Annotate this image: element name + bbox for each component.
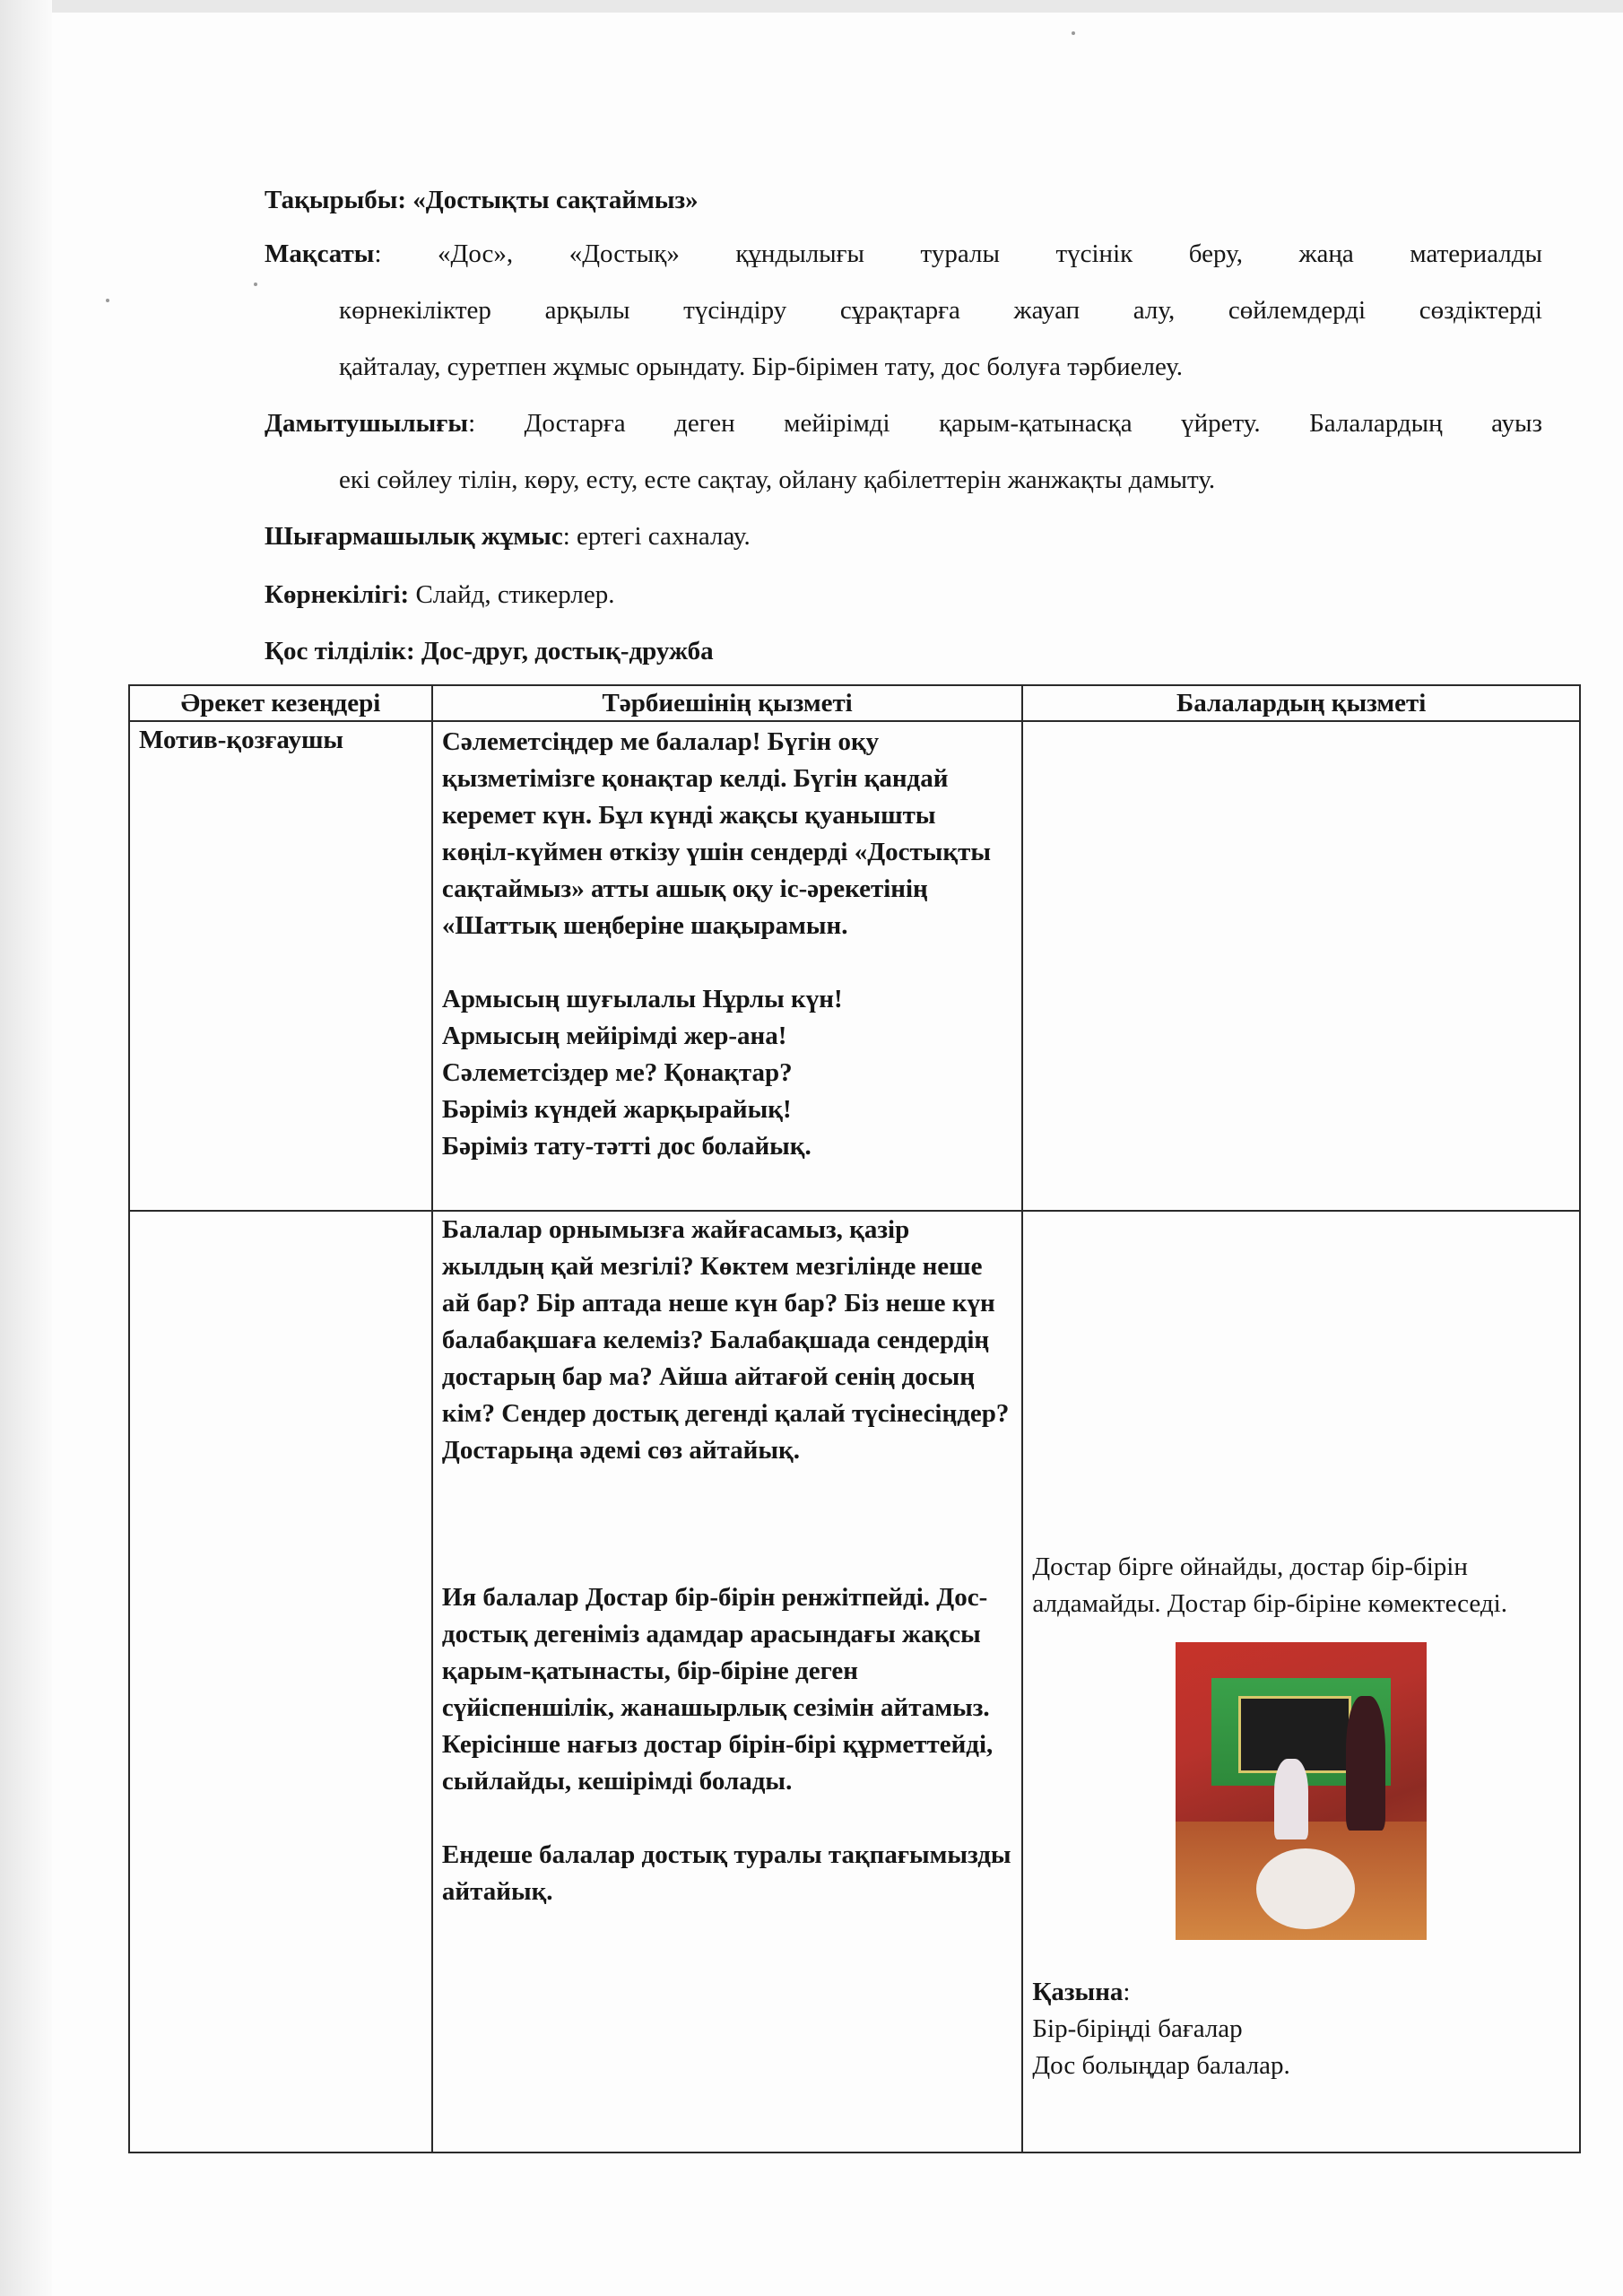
children-cell-2 bbox=[1022, 1211, 1580, 2152]
child-reply bbox=[1032, 1974, 1570, 2011]
visual-value: Слайд, стикерлер. bbox=[409, 580, 615, 609]
visual-line bbox=[265, 577, 614, 613]
classroom-photo bbox=[1176, 1642, 1427, 1940]
poem-line: Армысың мейірімді жер-ана! bbox=[441, 1022, 787, 1050]
topic-line bbox=[265, 182, 699, 218]
goal-line-2 bbox=[339, 292, 1542, 328]
goal-line-3 bbox=[339, 349, 1183, 385]
lesson-plan-table bbox=[128, 684, 1581, 2153]
header-children: Балалардың қызметі bbox=[1022, 685, 1580, 721]
goal-line-1 bbox=[265, 236, 1542, 272]
table-row bbox=[129, 721, 1580, 1211]
teacher-cell-2 bbox=[432, 1211, 1022, 2152]
creative-value: : ертегі сахналау. bbox=[562, 522, 751, 551]
child-name-colon: : bbox=[1123, 1978, 1131, 2006]
teacher-poem-intro: Ендеше балалар достық туралы тақпағымызды айтайық. bbox=[441, 1840, 1011, 1906]
poem-line: Бәріміз күндей жарқырайық! bbox=[441, 1095, 792, 1124]
header-stages: Әрекет кезеңдері bbox=[129, 685, 432, 721]
visual-label: Көрнекілігі: bbox=[265, 580, 410, 609]
children-cell-1 bbox=[1022, 721, 1580, 1211]
creative-line bbox=[265, 518, 751, 554]
bilingual-label: Қос тілділік: bbox=[265, 637, 415, 665]
child-poem-line: Дос болыңдар балалар. bbox=[1032, 2051, 1290, 2080]
stage-cell-empty bbox=[129, 1211, 432, 2152]
topic-label: Тақырыбы bbox=[265, 186, 398, 214]
goal-text-1: : «Дос», «Достық» құндылығы туралы түсінік беру, жаңа материалды bbox=[374, 239, 1542, 268]
scan-left-edge bbox=[0, 0, 52, 2296]
teacher-explanation: Ия балалар Достар бір-бірін ренжітпейді. Дос-достық дегеніміз адамдар арасындағы жақсы қарым-қатынасты, бір-біріне деген сүйіспеншілік, жанашырлық сезімін айтамыз. Керісінше нағыз достар бірін-бірі құрметтейді, сыйлайды, кешірімді болады. bbox=[441, 1583, 994, 1796]
goal-text-3: қайталау, суретпен жұмыс орындату. Бір-бірімен тату, дос болуға тәрбиелеу. bbox=[339, 352, 1183, 381]
goal-label: Мақсаты bbox=[265, 239, 375, 268]
teacher-questions: Балалар орнымызға жайғасамыз, қазір жылдың қай мезгілі? Көктем мезгілінде неше ай бар? Бір аптада неше күн бар? Біз неше күн балабақшаға келеміз? Балабақшада сендердің достарың бар ма? Айша айтағой сенің досың кім? Сендер достық дегенді қалай түсінесіңдер? Достарыңа әдемі сөз айтайық. bbox=[441, 1215, 1010, 1465]
develop-text-1: : Достарға деген мейірімді қарым-қатынасқа үйрету. Балалардың ауыз bbox=[468, 409, 1542, 438]
scan-speck bbox=[106, 299, 109, 302]
table-row bbox=[129, 1211, 1580, 2152]
children-answer: Достар бірге ойнайды, достар бір-бірін алдамайды. Достар бір-біріне көмектеседі. bbox=[1032, 1552, 1507, 1618]
topic-value: : «Достықты сақтаймыз» bbox=[397, 186, 699, 214]
bilingual-line bbox=[265, 633, 714, 669]
child-name: Қазына bbox=[1032, 1978, 1124, 2006]
develop-text-2: екі сөйлеу тілін, көру, есту, есте сақтау, ойлану қабілеттерін жанжақты дамыту. bbox=[339, 465, 1216, 494]
scan-top-edge bbox=[0, 0, 1623, 13]
child-poem-line: Бір-біріңді бағалар bbox=[1032, 2014, 1243, 2043]
poem-line: Армысың шуғылалы Нұрлы күн! bbox=[441, 985, 843, 1013]
bilingual-value: Дос-друг, достық-дружба bbox=[414, 637, 714, 665]
header-teacher: Тәрбиешінің қызметі bbox=[432, 685, 1022, 721]
teacher-cell-1 bbox=[432, 721, 1022, 1211]
table-header-row bbox=[129, 685, 1580, 721]
stage-label: Мотив-қозғаушы bbox=[139, 726, 344, 754]
creative-label: Шығармашылық жұмыс bbox=[265, 522, 563, 551]
poem-line: Сәлеметсіздер ме? Қонақтар? bbox=[441, 1058, 793, 1087]
poem-line: Бәріміз тату-тәтті дос болайық. bbox=[441, 1132, 812, 1161]
stage-cell bbox=[129, 721, 432, 1211]
develop-label: Дамытушылығы bbox=[265, 409, 469, 438]
scan-speck bbox=[254, 283, 257, 286]
teacher-greeting: Сәлеметсіңдер ме балалар! Бүгін оқу қызметімізге қонақтар келді. Бүгін қандай керемет күн. Бұл күнді жақсы қуанышты көңіл-күймен өткізу үшін сендерді «Достықты сақтаймыз» атты ашық оқу іс-әрекетінің «Шаттық шеңберіне шақырамын. bbox=[441, 727, 992, 940]
goal-text-2: көрнекіліктер арқылы түсіндіру сұрақтарға жауап алу, сөйлемдерді сөздіктерді bbox=[339, 296, 1542, 325]
develop-line-1 bbox=[265, 405, 1542, 441]
develop-line-2 bbox=[339, 462, 1215, 498]
scan-speck bbox=[1072, 31, 1075, 35]
